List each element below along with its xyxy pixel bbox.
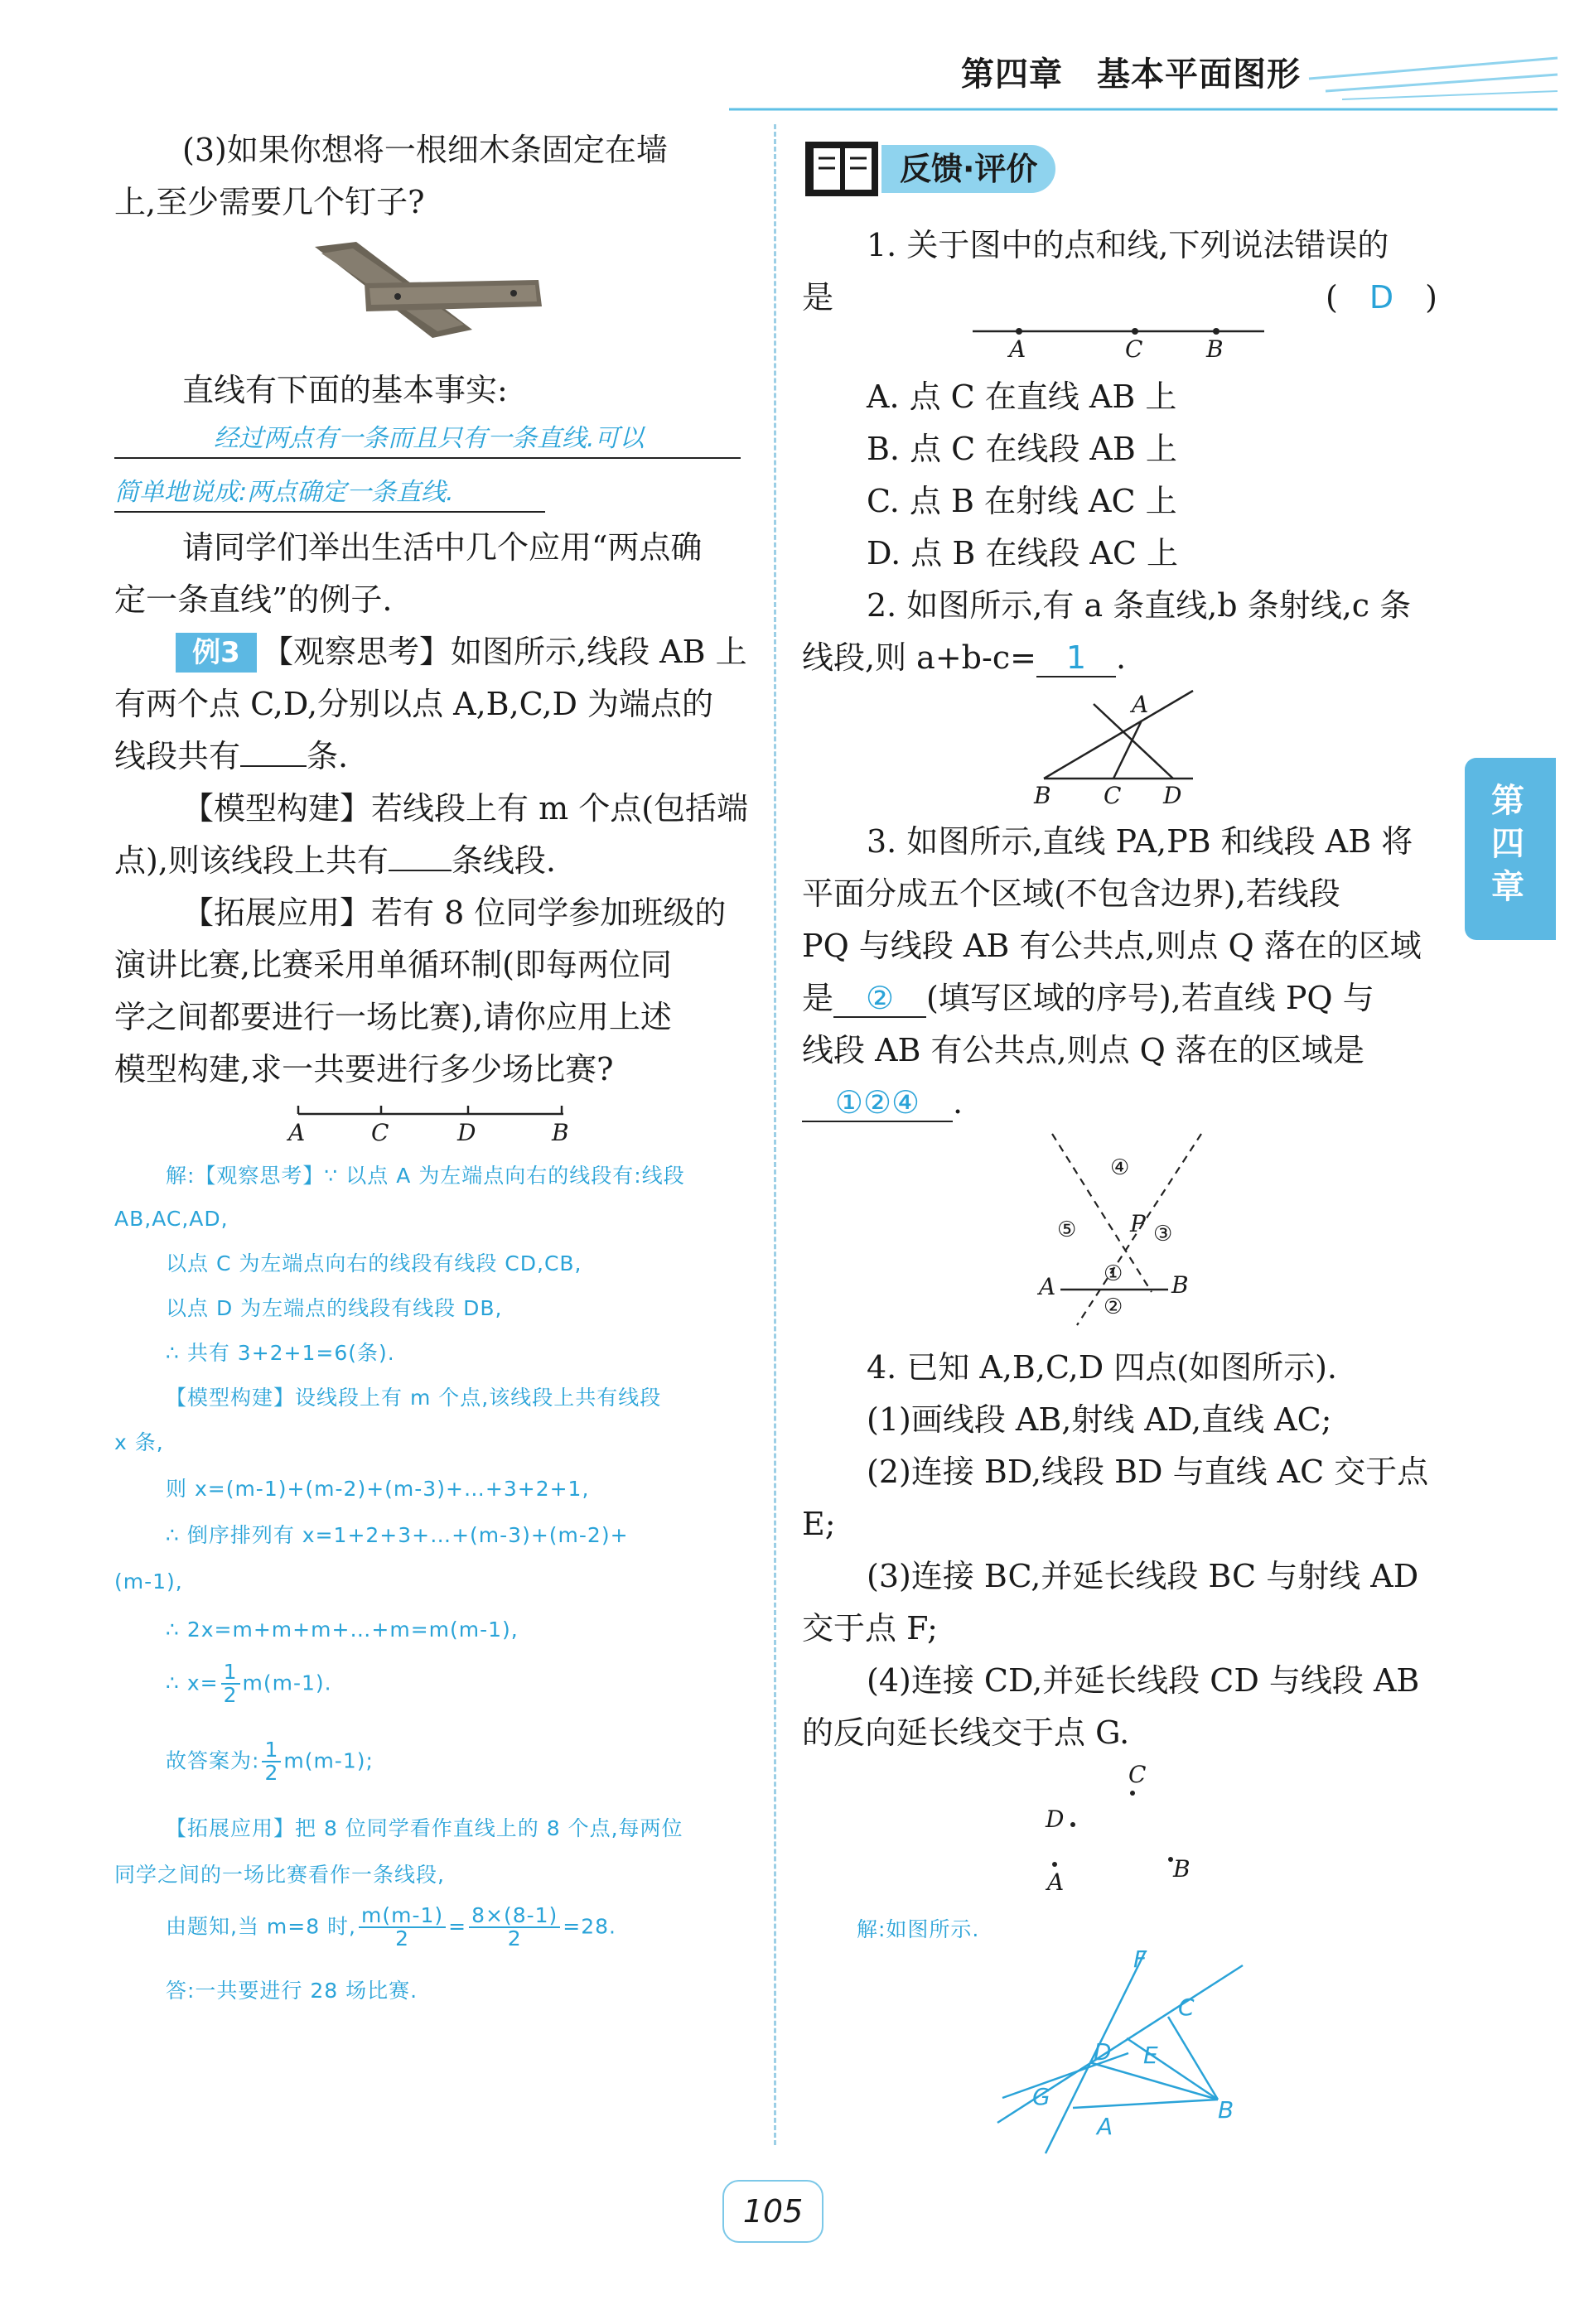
solution-line-16 [166,1905,616,1950]
fraction-88m1-den: 2 [507,1926,522,1951]
example-line-3 [114,730,348,782]
rq4-line-5: (3)连接 BC,并延长线段 BC 与射线 AD [867,1558,1419,1594]
rq4-point-a-label: A [1047,1868,1065,1896]
rq4-point-d [1070,1822,1075,1827]
side-tab-label: 第四章 [1491,782,1524,906]
solution-line-9: ∴ 倒序排列有 x=1+2+3+…+(m-3)+(m-2)+ [166,1523,629,1547]
rq4-line-3: (2)连接 BD,线段 BD 与直线 AC 交于点 [867,1454,1429,1490]
region-3: ③ [1153,1222,1173,1246]
segment-figure [282,1097,580,1155]
rq1-option-b: B. 点 C 在线段 AB 上 [867,431,1177,467]
example-line-3-text: 线段共有 [114,738,241,774]
solution-line-15: 同学之间的一场比赛看作一条线段, [114,1863,445,1887]
solution-line-10: (m-1), [114,1569,183,1594]
solution-line-5: ∴ 共有 3+2+1=6(条). [166,1341,395,1365]
fraction-half-1 [221,1661,240,1707]
solution-line-7: x 条, [114,1430,164,1454]
rq2-label-b: B [1034,782,1051,809]
solution-line-16-eq: = [448,1914,467,1939]
rq4-line-6: 交于点 F; [802,1610,938,1647]
rq3-figure [1027,1131,1226,1333]
rq4-sol-label-f: F [1133,1946,1147,1973]
rq1-option-d: D. 点 B 在线段 AC 上 [867,535,1179,571]
q3-line-2: 上,至少需要几个钉子? [114,184,425,220]
rq4-point-a [1052,1862,1057,1867]
solution-line-6: 【模型构建】设线段上有 m 个点,该线段上共有线段 [166,1386,662,1410]
rq4-sol-label-g: G [1032,2083,1050,2110]
extend-line-4: 模型构建,求一共要进行多少场比赛? [114,1051,614,1087]
rq1-label-b: B [1206,335,1224,363]
solution-line-3: 以点 C 为左端点向右的线段有线段 CD,CB, [166,1251,582,1275]
wood-strips-image [307,232,555,348]
fraction-mm1-den: 2 [395,1926,410,1951]
fact-intro: 直线有下面的基本事实: [182,372,508,408]
rq4-points-figure [1036,1756,1201,1897]
example-tag: 例3 [176,633,257,673]
rq4-point-d-label: D [1046,1806,1065,1833]
region-1: ① [1104,1261,1123,1286]
fraction-half-1-den: 2 [223,1683,238,1708]
rq1-line-1 [867,219,1389,271]
page-number: 105 [742,2193,804,2230]
rq4-line-8: 的反向延长线交于点 G. [802,1714,1130,1751]
rq3-line-6-end: . [953,1084,964,1121]
solution-line-2: AB,AC,AD, [114,1207,229,1231]
fraction-mm1-num: m(m-1) [359,1905,446,1928]
rq2-label-d: D [1163,782,1182,809]
solution-line-1: 解:【观察思考】∵ 以点 A 为左端点向右的线段有:线段 [166,1164,685,1188]
rq3-label-a: A [1039,1273,1056,1300]
rq3-label-b: B [1171,1271,1189,1299]
fact-answer-text-1: 经过两点有一条而且只有一条直线.可以 [214,424,645,453]
page-number-box [722,2180,823,2243]
segment-label-a: A [288,1119,306,1146]
rq3-line-2: 平面分成五个区域(不包含边界),若线段 [802,875,1340,912]
solution-line-17: 答:一共要进行 28 场比赛. [166,1979,418,2003]
rq4-point-c-label: C [1128,1761,1147,1788]
rq3-line-1: 3. 如图所示,直线 PA,PB 和线段 AB 将 [867,823,1413,860]
segment-label-d: D [457,1119,476,1146]
solution-line-13 [166,1739,374,1785]
solution-line-4: 以点 D 为左端点的线段有线段 DB, [166,1296,503,1320]
rq1-answer: D [1369,279,1394,316]
rq4-sol-label-b: B [1218,2096,1234,2124]
chapter-title: 第四章 基本平面图形 [961,55,1301,94]
solution-line-8: 则 x=(m-1)+(m-2)+(m-3)+…+3+2+1, [166,1477,590,1501]
model-line-2 [114,835,556,886]
solution-line-14: 【拓展应用】把 8 位同学看作直线上的 8 个点,每两位 [166,1816,683,1840]
rq2-triangle [1027,687,1210,795]
rq4-sol-label-d: D [1094,2038,1112,2066]
page-header [0,0,1589,116]
rq1-label-a: A [1009,335,1026,363]
segment-label-b: B [552,1119,569,1146]
rq1-line-1-text: 1. 关于图中的点和线,下列说法错误的 [867,227,1389,263]
rq1-label-c: C [1125,335,1143,363]
solution-line-12-text: ∴ x= [166,1671,219,1695]
rq3-line-4-text: 是 [802,980,834,1016]
rq4-line-4: E; [802,1506,836,1542]
solution-line-12 [166,1661,332,1707]
rq2-line-2-text: 线段,则 a+b-c= [802,639,1036,676]
extend-line-3: 学之间都要进行一场比赛),请你应用上述 [114,999,672,1035]
model-line-2-text: 点),则该线段上共有 [114,842,389,879]
section-title: 反馈·评价 [881,145,1055,193]
fraction-mm1 [359,1905,446,1950]
segment-line [282,1097,580,1131]
rq2-label-a: A [1132,691,1149,718]
solution-line-12-end: m(m-1). [242,1671,332,1695]
extend-line-2: 演讲比赛,比赛采用单循环制(即每两位同 [114,947,672,983]
rq2-label-c: C [1104,782,1122,809]
fraction-half-2 [262,1739,281,1785]
solution-line-13-end: m(m-1); [283,1748,374,1773]
model-blank[interactable] [389,870,452,871]
rq2-answer[interactable]: 1 [1036,639,1116,677]
rq1-figure [969,319,1268,369]
header-decoration [0,0,1589,116]
fact-answer-text-2: 简单地说成:两点确定一条直线. [114,478,454,507]
rq4-solution-text: 解:如图所示. [857,1917,980,1941]
rq1-option-a: A. 点 C 在直线 AB 上 [867,378,1177,415]
rq3-line-5: 线段 AB 有公共点,则点 Q 落在的区域是 [802,1032,1364,1068]
rq2-line-2-end: . [1115,639,1127,676]
rq4-line-7: (4)连接 CD,并延长线段 CD 与线段 AB [867,1662,1420,1699]
rq3-line-3: PQ 与线段 AB 有公共点,则点 Q 落在的区域 [802,928,1422,964]
rq4-point-b-label: B [1173,1855,1191,1883]
rq2-line-2 [802,632,1126,683]
fraction-half-2-den: 2 [264,1761,279,1786]
example-blank[interactable] [240,765,307,767]
fact-answer-line-1 [114,421,741,459]
ask-line-2: 定一条直线”的例子. [114,581,393,618]
example-line-1: 【观察思考】如图所示,线段 AB 上 [262,634,747,670]
segment-label-c: C [371,1119,389,1146]
ask-line-1: 请同学们举出生活中几个应用“两点确 [182,529,703,566]
rq4-solution-figure [994,1946,1259,2158]
model-line-1: 【模型构建】若线段上有 m 个点(包括端 [182,790,749,827]
section-header [802,137,1084,203]
rq4-sol-label-e: E [1143,2042,1158,2069]
rq1-answer-bracket: ( D ) [1326,279,1437,316]
rq3-line-4 [802,972,1374,1024]
fraction-88m1 [469,1905,560,1950]
rq4-sol-label-c: C [1178,1994,1195,2021]
column-divider [774,124,776,2145]
chapter-side-tab [1465,758,1556,940]
rq3-line-6 [802,1077,963,1128]
rq4-point-c [1130,1791,1135,1796]
book-icon [802,137,885,203]
example-line-2: 有两个点 C,D,分别以点 A,B,C,D 为端点的 [114,686,714,722]
rq2-line-1: 2. 如图所示,有 a 条直线,b 条射线,c 条 [867,587,1412,624]
solution-line-11: ∴ 2x=m+m+m+…+m=m(m-1), [166,1618,519,1642]
rq2-figure [1027,687,1210,812]
q3-line-1: (3)如果你想将一根细木条固定在墙 [182,132,668,168]
region-2: ② [1104,1295,1123,1319]
rq4-line-2: (1)画线段 AB,射线 AD,直线 AC; [867,1401,1332,1438]
fraction-half-1-num: 1 [221,1661,240,1685]
rq1-option-c: C. 点 B 在射线 AC 上 [867,483,1177,519]
example-line-3-end: 条. [307,738,349,774]
solution-line-16-text: 由题知,当 m=8 时, [166,1914,356,1939]
rq3-answer-2[interactable]: ①②④ [802,1084,953,1122]
fact-answer-line-2 [114,475,545,513]
solution-line-13-text: 故答案为: [166,1748,260,1773]
fraction-88m1-num: 8×(8-1) [469,1905,560,1928]
model-line-2-end: 条线段. [451,842,556,879]
rq3-label-p: P [1130,1210,1146,1237]
rq1-line-2: 是 [802,279,834,316]
rq4-line-1: 4. 已知 A,B,C,D 四点(如图所示). [867,1349,1338,1386]
rq3-answer-1[interactable]: ② [833,980,926,1018]
rq3-line-4-end: (填写区域的序号),若直线 PQ 与 [926,980,1374,1016]
extend-line-1: 【拓展应用】若有 8 位同学参加班级的 [182,894,727,931]
rq4-sol-label-a: A [1097,2113,1113,2140]
solution-line-16-end: =28. [563,1914,617,1939]
rq4-solution-lines [994,1950,1259,2158]
fraction-half-2-num: 1 [262,1739,281,1762]
region-4: ④ [1110,1155,1130,1180]
region-5: ⑤ [1057,1217,1077,1242]
